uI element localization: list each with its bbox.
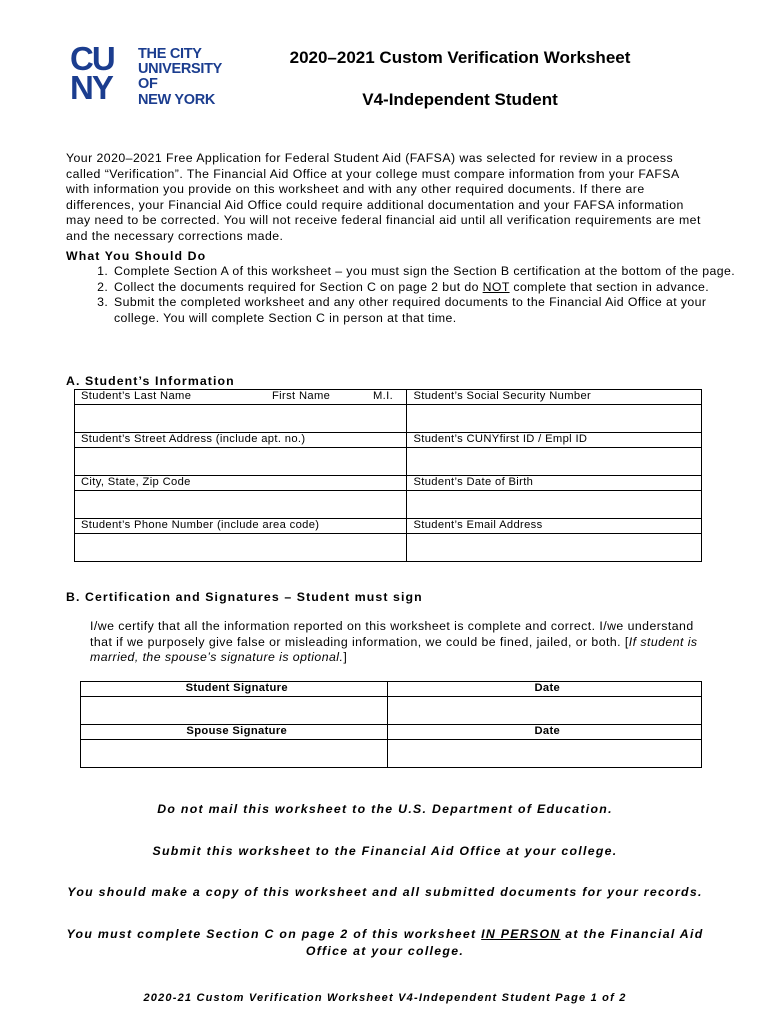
name-label-cell: [75, 390, 407, 405]
step-2: 2. Collect the documents required for Section C on page 2 but do NOT complete that section in advance.: [112, 280, 752, 296]
not-emphasis: NOT: [482, 279, 510, 294]
note-in-person: You must complete Section C on page 2 of this worksheet IN PERSON at the Financial Aid Office at your college.: [66, 927, 704, 958]
dob-field[interactable]: [407, 491, 702, 519]
cunyfirst-label: Student’s CUNYfirst ID / Empl ID: [407, 433, 702, 448]
steps-list: [66, 264, 752, 326]
spouse-date-field[interactable]: [387, 740, 701, 768]
note-submit: Submit this worksheet to the Financial Aid Office at your college.: [152, 844, 618, 858]
student-date-field[interactable]: [387, 697, 701, 725]
certification-text: I/we certify that all the information reported on this worksheet is complete and correct. I/we understand that if we purposely give false or misleading information, we could be fined, jailed, or both. [If student is married, the spouse’s signature is optional.]: [90, 619, 698, 665]
section-b-heading: B. Certification and Signatures – Student must sign: [66, 590, 423, 604]
note-do-not-mail: Do not mail this worksheet to the U.S. Department of Education.: [157, 802, 613, 816]
page-title: 2020–2021 Custom Verification Worksheet: [289, 48, 631, 67]
student-info-table: [74, 389, 702, 562]
cuny-logo-mark: CU NY: [70, 40, 114, 106]
first-name-label: First Name: [272, 390, 331, 402]
page-footer: 2020-21 Custom Verification Worksheet V4-Independent Student Page 1 of 2: [143, 992, 627, 1004]
city-label: City, State, Zip Code: [75, 476, 407, 491]
mi-label: M.I.: [373, 390, 394, 402]
phone-label: Student’s Phone Number (include area code): [75, 519, 407, 534]
last-name-label: Student’s Last Name: [81, 390, 192, 402]
email-field[interactable]: [407, 534, 702, 562]
spouse-date-label: Date: [387, 725, 701, 740]
phone-field[interactable]: [75, 534, 407, 562]
address-field[interactable]: [75, 448, 407, 476]
cuny-logo-text: THE CITY UNIVERSITY OF NEW YORK: [138, 46, 223, 108]
in-person-emphasis: IN PERSON: [481, 927, 561, 941]
what-you-should-do-heading: What You Should Do: [66, 249, 207, 263]
address-label: Student’s Street Address (include apt. no.): [75, 433, 407, 448]
section-a-heading: A. Student’s Information: [66, 374, 235, 388]
note-copy: You should make a copy of this worksheet and all submitted documents for your records.: [67, 885, 703, 899]
ssn-label: Student’s Social Security Number: [407, 390, 702, 405]
intro-paragraph: Your 2020–2021 Free Application for Federal Student Aid (FAFSA) was selected for review in a process called “Verification”. The Financial Aid Office at your college must compare information from your FAFSA with information you provide on this worksheet and with any other required documents. If there are differences, your Financial Aid Office could require additional documentation and your FAFSA information may need to be corrected. You will not receive federal financial aid until all verification requirements are met and the necessary corrections made.: [66, 151, 701, 243]
name-field[interactable]: [75, 405, 407, 433]
cunyfirst-field[interactable]: [407, 448, 702, 476]
ssn-field[interactable]: [407, 405, 702, 433]
city-field[interactable]: [75, 491, 407, 519]
cuny-logo: [70, 40, 230, 114]
email-label: Student’s Email Address: [407, 519, 702, 534]
spouse-signature-field[interactable]: [81, 740, 388, 768]
page-subtitle: V4-Independent Student: [362, 90, 558, 109]
step-3: 3. Submit the completed worksheet and any other required documents to the Financial Aid Office at your college. You will complete Section C in person at that time.: [112, 295, 752, 326]
student-signature-label: Student Signature: [81, 682, 388, 697]
spouse-signature-label: Spouse Signature: [81, 725, 388, 740]
signature-table: [80, 681, 702, 768]
dob-label: Student’s Date of Birth: [407, 476, 702, 491]
step-1: 1. Complete Section A of this worksheet – you must sign the Section B certification at the bottom of the page.: [112, 264, 752, 280]
student-signature-field[interactable]: [81, 697, 388, 725]
student-date-label: Date: [387, 682, 701, 697]
